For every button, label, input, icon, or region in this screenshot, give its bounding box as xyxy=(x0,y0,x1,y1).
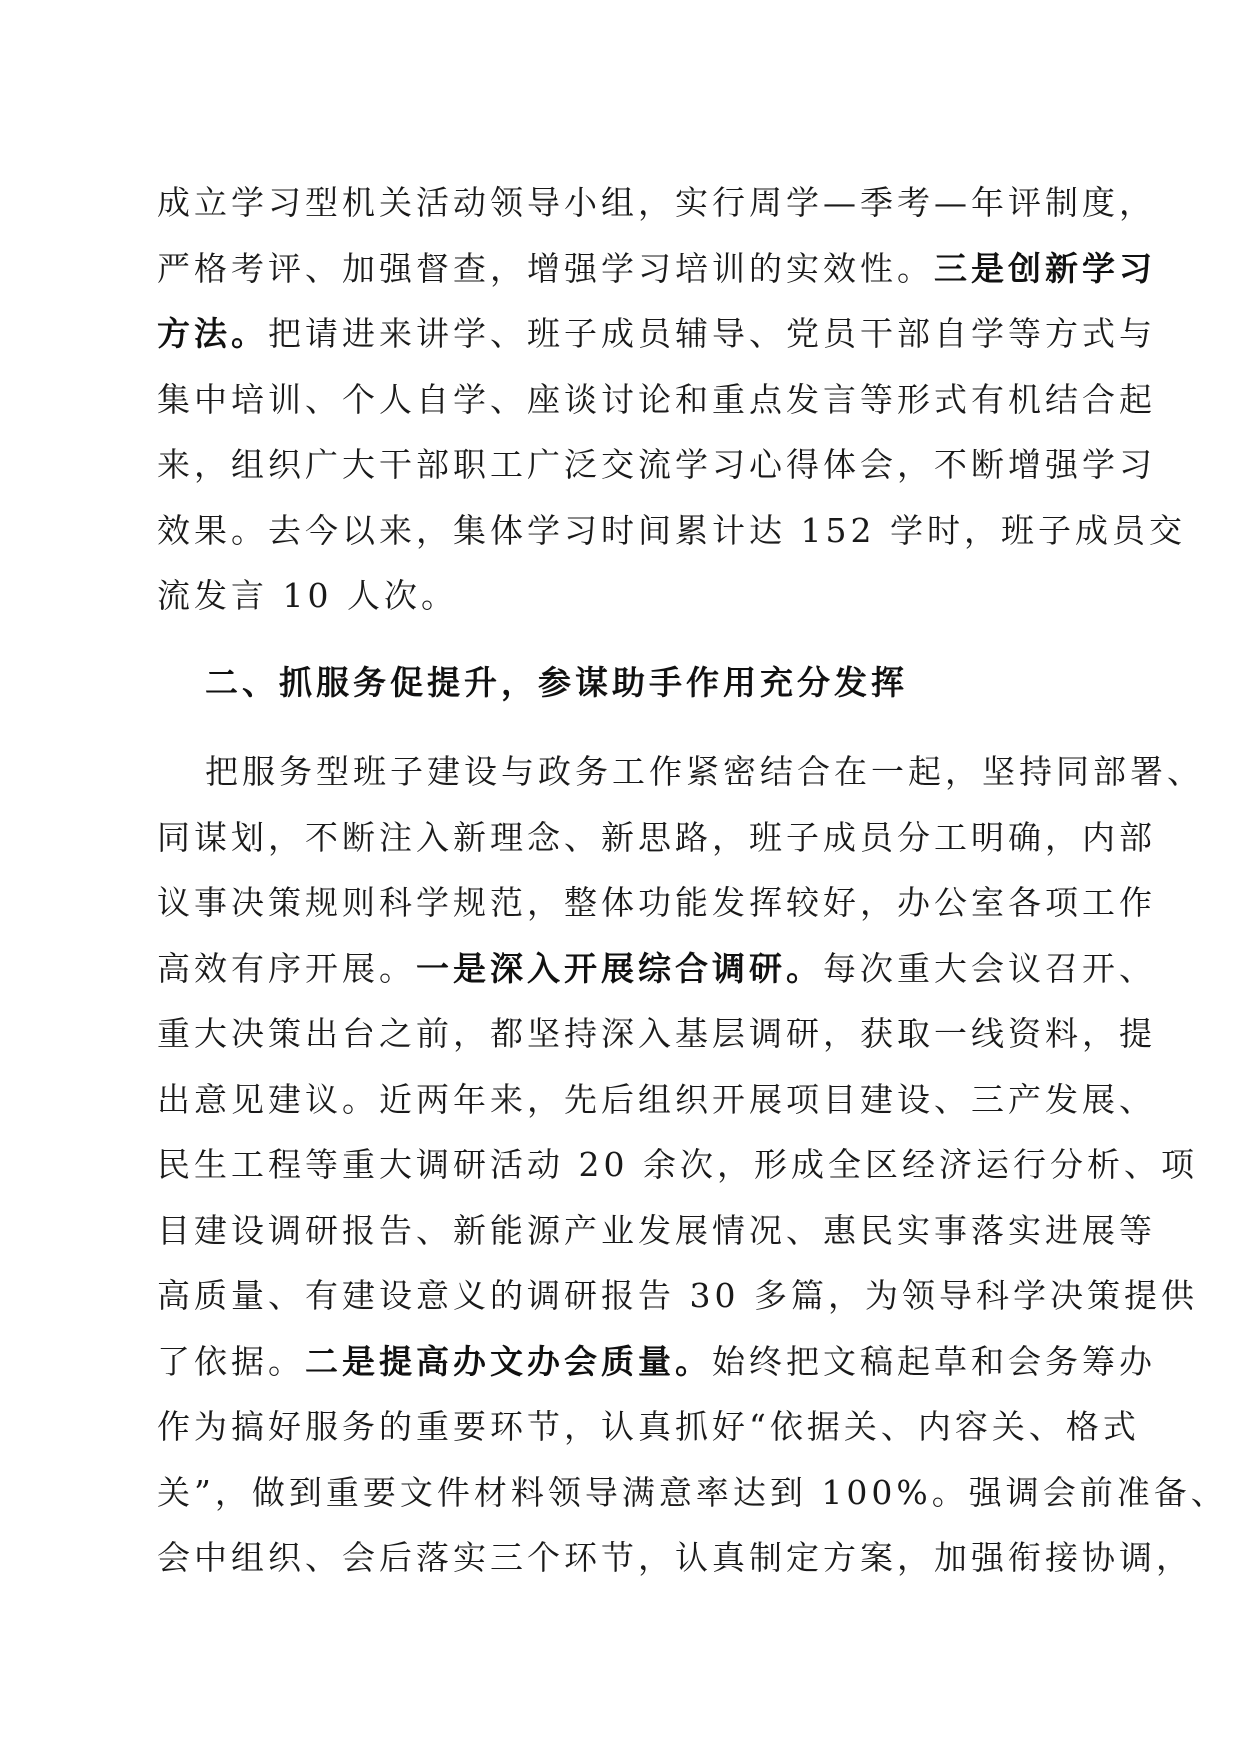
text-run: 高效有序开展。 xyxy=(157,948,416,988)
text-line xyxy=(157,870,1156,936)
text-line xyxy=(157,1329,1156,1395)
text-run: 集中培训、个人自学、座谈讨论和重点发言等形式有机结合起 xyxy=(157,379,1156,419)
text-run: 把服务型班子建设与政务工作紧密结合在一起，坚持同部署、 xyxy=(205,752,1204,791)
text-run: 重大决策出台之前，都坚持深入基层调研，获取一线资料，提 xyxy=(157,1014,1156,1053)
bold-lead-phrase: 方法。 xyxy=(157,314,268,353)
text-line xyxy=(157,432,1156,498)
text-line xyxy=(157,301,1156,367)
text-line xyxy=(157,563,458,629)
text-run: 每次重大会议召开、 xyxy=(823,948,1156,988)
text-run: 目建设调研报告、新能源产业发展情况、惠民实事落实进展等 xyxy=(157,1210,1156,1250)
section-heading: 二、抓服务促提升，参谋助手作用充分发挥 xyxy=(205,663,908,702)
text-line xyxy=(157,1263,1198,1329)
text-run: 效果。去今以来，集体学习时间累计达 152 学时，班子成员交 xyxy=(157,510,1186,550)
text-run: 民生工程等重大调研活动 20 余次，形成全区经济运行分析、项 xyxy=(157,1145,1198,1184)
text-run: 同谋划，不断注入新理念、新思路，班子成员分工明确，内部 xyxy=(157,817,1156,857)
text-run: 了依据。 xyxy=(157,1341,305,1381)
text-line xyxy=(157,1067,1156,1133)
text-line xyxy=(205,739,1204,805)
bold-lead-phrase: 三是创新学习 xyxy=(934,248,1156,288)
bold-lead-phrase: 一是深入开展综合调研。 xyxy=(416,948,823,988)
text-run: 作为搞好服务的重要环节，认真抓好“依据关、内容关、格式 xyxy=(157,1407,1140,1446)
text-line xyxy=(157,1460,1228,1526)
text-line xyxy=(157,1132,1198,1198)
text-run: 会中组织、会后落实三个环节，认真制定方案，加强衔接协调， xyxy=(157,1538,1193,1577)
bold-lead-phrase: 二是提高办文办会质量。 xyxy=(305,1341,712,1381)
text-line xyxy=(157,498,1186,564)
text-run: 成立学习型机关活动领导小组，实行周学—季考—年评制度， xyxy=(157,183,1156,222)
text-run: 关”，做到重要文件材料领导满意率达到 100%。强调会前准备、 xyxy=(157,1472,1228,1512)
text-line xyxy=(157,936,1156,1002)
text-run: 议事决策规则科学规范，整体功能发挥较好，办公室各项工作 xyxy=(157,883,1156,922)
text-run: 高质量、有建设意义的调研报告 30 多篇，为领导科学决策提供 xyxy=(157,1276,1198,1315)
text-line xyxy=(157,1394,1140,1460)
text-line xyxy=(157,1001,1156,1067)
text-line xyxy=(157,170,1156,236)
text-run: 把请进来讲学、班子成员辅导、党员干部自学等方式与 xyxy=(268,314,1156,353)
text-run: 来，组织广大干部职工广泛交流学习心得体会，不断增强学习 xyxy=(157,445,1156,484)
text-line xyxy=(157,236,1156,302)
text-line xyxy=(157,805,1156,871)
text-run: 严格考评、加强督查，增强学习培训的实效性。 xyxy=(157,248,934,288)
text-line xyxy=(157,1198,1156,1264)
text-run: 出意见建议。近两年来，先后组织开展项目建设、三产发展、 xyxy=(157,1079,1156,1119)
text-line xyxy=(157,1525,1193,1591)
text-run: 流发言 10 人次。 xyxy=(157,576,458,615)
text-run: 始终把文稿起草和会务筹办 xyxy=(712,1341,1156,1381)
text-line xyxy=(157,367,1156,433)
